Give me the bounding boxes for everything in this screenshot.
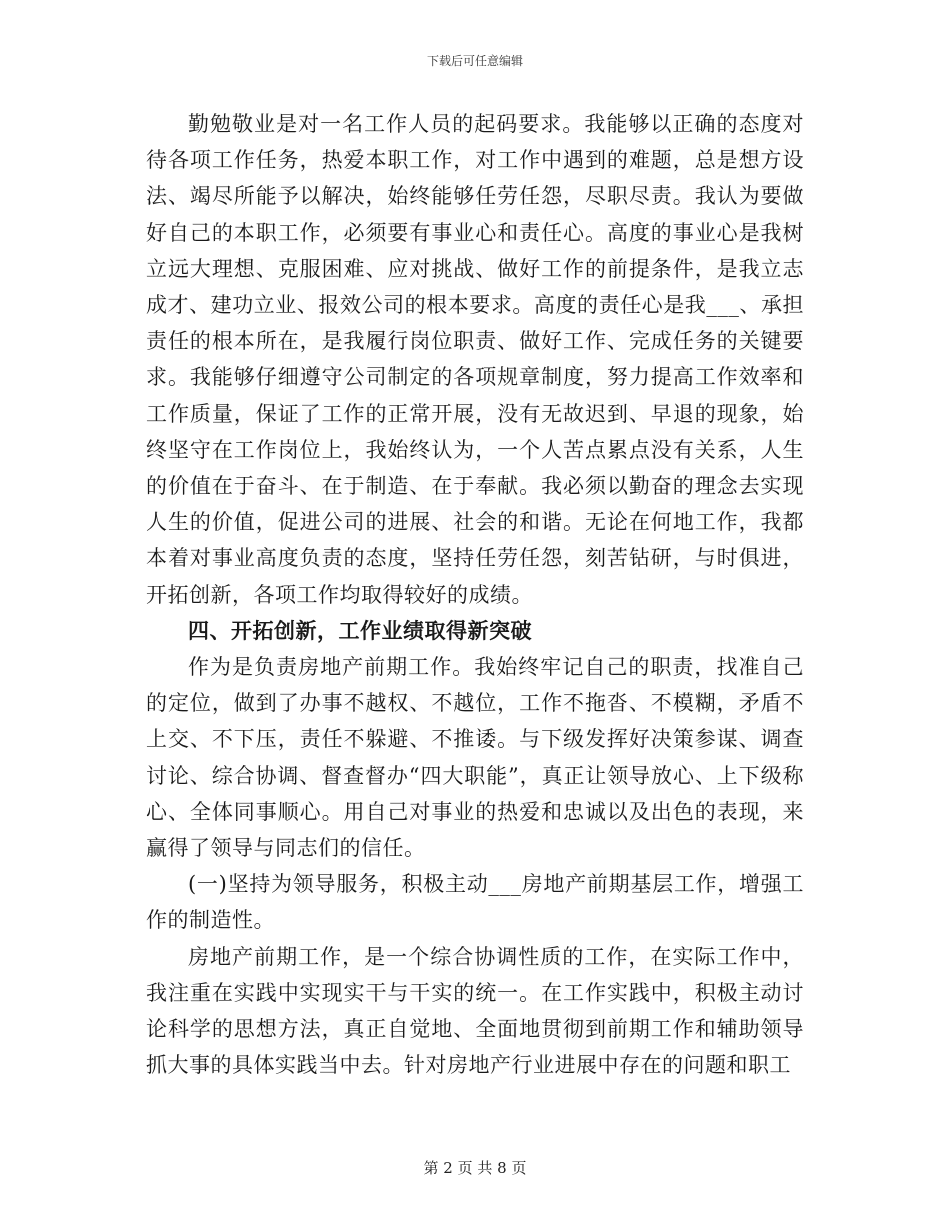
- document-body: [146, 106, 804, 1083]
- paragraph-diligence: 勤勉敬业是对一名工作人员的起码要求。我能够以正确的态度对待各项工作任务，热爱本职工作，对工作中遇到的难题，总是想方设法、竭尽所能予以解决，始终能够任劳任怨，尽职尽责。我认为要做好自己的本职工作，必须要有事业心和责任心。高度的事业心是我树立远大理想、克服困难、应对挑战、做好工作的前提条件，是我立志成才、建功立业、报效公司的根本要求。高度的责任心是我___、承担责任的根本所在，是我履行岗位职责、做好工作、完成任务的关键要求。我能够仔细遵守公司制定的各项规章制度，努力提高工作效率和工作质量，保证了工作的正常开展，没有无故迟到、早退的现象，始终坚守在工作岗位上，我始终认为，一个人苦点累点没有关系，人生的价值在于奋斗、在于制造、在于奉献。我必须以勤奋的理念去实现人生的价值，促进公司的进展、社会的和谐。无论在何地工作，我都本着对事业高度负责的态度，坚持任劳任怨，刻苦钻研，与时俱进，开拓创新，各项工作均取得较好的成绩。: [146, 112, 804, 607]
- section-heading-innovation: 四、开拓创新，工作业绩取得新突破: [188, 618, 532, 643]
- page-header: 下载后可任意编辑: [426, 54, 523, 68]
- subsection-heading-service: (一)坚持为领导服务，积极主动___房地产前期基层工作，增强工作的制造性。: [146, 872, 804, 933]
- page-number: 第 2 页 共 8 页: [423, 1159, 527, 1177]
- paragraph-responsibility: 作为是负责房地产前期工作。我始终牢记自己的职责，找准自己的定位，做到了办事不越权、不越位，工作不拖沓、不模糊，矛盾不上交、不下压，责任不躲避、不推诿。与下级发挥好决策参谋、调查讨论、综合协调、督查督办“四大职能”，真正让领导放心、上下级称心、全体同事顺心。用自己对事业的热爱和忠诚以及出色的表现，来赢得了领导与同志们的信任。: [146, 655, 804, 861]
- paragraph-practice: 房地产前期工作，是一个综合协调性质的工作，在实际工作中，我注重在实践中实现实干与干实的统一。在工作实践中，积极主动讨论科学的思想方法，真正自觉地、全面地贯彻到前期工作和辅助领导抓大事的具体实践当中去。针对房地产行业进展中存在的问题和职工: [146, 944, 804, 1078]
